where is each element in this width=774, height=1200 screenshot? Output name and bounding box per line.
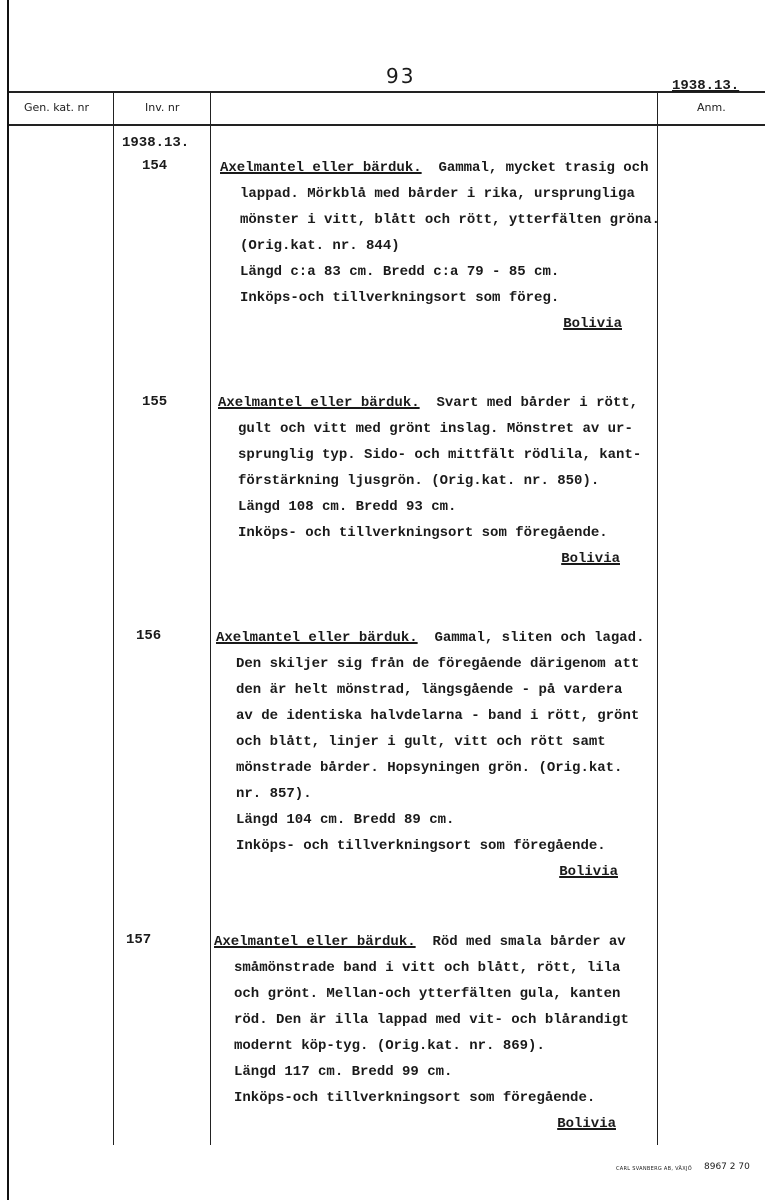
header-accession-number: 1938.13.: [672, 78, 740, 94]
inv-number: 154: [142, 158, 168, 174]
entry-text-line: modernt köp-tyg. (Orig.kat. nr. 869).: [234, 1038, 545, 1054]
entry-measurements: Längd 108 cm. Bredd 93 cm.: [238, 499, 457, 515]
entry-text-line: gult och vitt med grönt inslag. Mönstret av ur-: [238, 421, 633, 437]
footer-printer-imprint: CARL SVANBERG AB, VÄXJÖ: [616, 1166, 693, 1172]
entry-text-line: den är helt mönstrad, längsgående - på vardera: [236, 682, 623, 698]
entry-text-line: nr. 857).: [236, 786, 312, 802]
entry-text-line: (Orig.kat. nr. 844): [240, 238, 400, 254]
catalog-entry: [218, 390, 660, 572]
entry-text-line: Den skiljer sig från de föregående därigenom att: [236, 656, 640, 672]
column-header-inv-nr: Inv. nr: [145, 101, 180, 114]
inv-prefix: 1938.13.: [122, 135, 190, 151]
entry-measurements: Längd 104 cm. Bredd 89 cm.: [236, 812, 455, 828]
column-divider-inv-desc: [210, 92, 211, 1145]
entry-title: Axelmantel eller bärduk.: [216, 630, 418, 646]
entry-origin: Inköps- och tillverkningsort som föregående.: [236, 838, 606, 854]
entry-origin: Inköps-och tillverkningsort som föregående.: [234, 1090, 596, 1106]
entry-text-line: Svart med bårder i rött,: [436, 395, 639, 411]
catalog-entry: [214, 929, 656, 1137]
page-number: 93: [386, 64, 416, 88]
entry-text-line: lappad. Mörkblå med bårder i rika, ursprungliga: [240, 186, 635, 202]
column-divider-gen-inv: [113, 92, 114, 1145]
entry-title: Axelmantel eller bärduk.: [220, 160, 422, 176]
entry-text-line: och grönt. Mellan-och ytterfälten gula, kanten: [234, 986, 621, 1002]
inv-number: 156: [136, 628, 162, 644]
entry-text-line: mönster i vitt, blått och rött, ytterfälten gröna.: [240, 212, 661, 228]
entry-title: Axelmantel eller bärduk.: [218, 395, 420, 411]
entry-title: Axelmantel eller bärduk.: [214, 934, 416, 950]
entry-text-line: sprunglig typ. Sido- och mittfält rödlila, kant-: [238, 447, 642, 463]
column-header-anm: Anm.: [697, 101, 726, 114]
inv-number: 157: [126, 932, 152, 948]
entry-text-line: av de identiska halvdelarna - band i rött, grönt: [236, 708, 640, 724]
page-left-border: [7, 0, 9, 1200]
footer-form-code: 8967 2 70: [704, 1162, 750, 1172]
entry-text-line: Röd med smala bårder av: [432, 934, 626, 950]
header-top-rule: [9, 91, 765, 93]
entry-place: Bolivia: [563, 316, 622, 332]
header-bottom-rule: [9, 124, 765, 126]
entry-text-line: mönstrade bårder. Hopsyningen grön. (Orig.kat.: [236, 760, 623, 776]
entry-text-line: och blått, linjer i gult, vitt och rött samt: [236, 734, 606, 750]
entry-place: Bolivia: [557, 1116, 616, 1132]
entry-text-line: röd. Den är illa lappad med vit- och blårandigt: [234, 1012, 629, 1028]
entry-text-line: förstärkning ljusgrön. (Orig.kat. nr. 850).: [238, 473, 600, 489]
entry-measurements: Längd c:a 83 cm. Bredd c:a 79 - 85 cm.: [240, 264, 560, 280]
entry-origin: Inköps-och tillverkningsort som föreg.: [240, 290, 560, 306]
entry-text-line: småmönstrade band i vitt och blått, rött, lila: [234, 960, 621, 976]
entry-place: Bolivia: [561, 551, 620, 567]
catalog-entry: [220, 155, 662, 337]
entry-place: Bolivia: [559, 864, 618, 880]
entry-measurements: Längd 117 cm. Bredd 99 cm.: [234, 1064, 453, 1080]
entry-origin: Inköps- och tillverkningsort som föregående.: [238, 525, 608, 541]
entry-text-line: Gammal, sliten och lagad.: [434, 630, 645, 646]
inv-number: 155: [142, 394, 168, 410]
entry-text-line: Gammal, mycket trasig och: [438, 160, 649, 176]
catalog-entry: [216, 625, 658, 885]
column-header-gen-kat-nr: Gen. kat. nr: [24, 101, 89, 114]
